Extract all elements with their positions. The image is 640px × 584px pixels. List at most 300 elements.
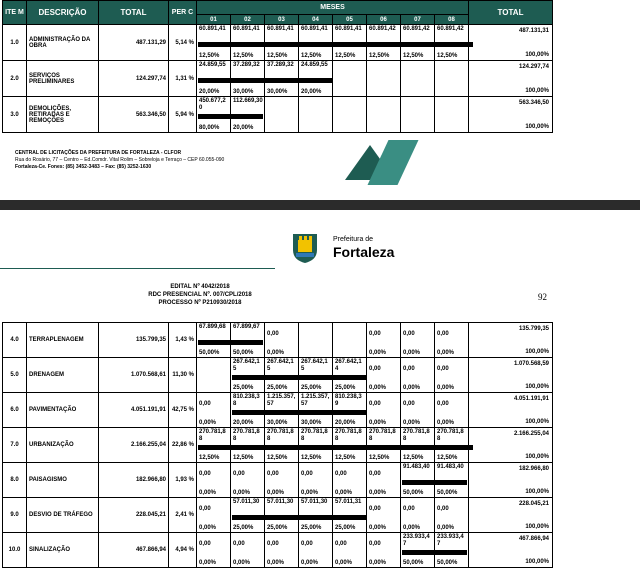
row-total-value: 4.051.191,91	[513, 396, 549, 402]
month-cell	[333, 498, 367, 533]
month-cell	[299, 323, 333, 358]
month-05: 05	[333, 15, 367, 25]
row-total-value: 2.166.255,04	[513, 431, 549, 437]
row-total-percent: 100,00%	[525, 124, 550, 130]
month-cell	[197, 463, 231, 498]
month-value: 0,00	[369, 471, 381, 477]
month-value: 0,00	[301, 471, 313, 477]
footer-line-2: Rua do Rosário, 77 – Centro – Ed.Comdr. Vital Rolim – Sobreloja e Terraço – CEP 60.055-090	[15, 157, 225, 163]
month-cell	[401, 358, 435, 393]
month-value: 37.289,32	[267, 62, 294, 68]
row-percent: 4,94 %	[169, 533, 197, 568]
month-value: 0,00	[437, 331, 449, 337]
month-percent: 0,00%	[301, 560, 319, 566]
month-cell	[435, 61, 469, 97]
month-value: 233.933,47	[437, 534, 464, 547]
row-total-percent: 100,00%	[525, 454, 549, 460]
month-value: 0,00	[199, 541, 211, 547]
row-item-number: 5.0	[3, 358, 27, 393]
month-value: 0,00	[199, 506, 211, 512]
month-value: 0,00	[437, 366, 449, 372]
row-percent: 1,93 %	[169, 463, 197, 498]
month-cell	[401, 25, 435, 61]
row-total: 1.070.568,61	[99, 358, 169, 393]
month-percent: 0,00%	[369, 560, 387, 566]
row-total-right	[469, 498, 553, 533]
table-row	[3, 498, 553, 533]
month-cell	[231, 97, 265, 133]
month-value: 267.642,15	[233, 359, 260, 372]
month-cell	[299, 428, 333, 463]
row-total-percent: 100,00%	[525, 384, 549, 390]
row-total-value: 563.346,50	[518, 100, 550, 106]
month-cell	[401, 323, 435, 358]
month-cell	[231, 498, 265, 533]
month-value: 0,00	[301, 541, 313, 547]
month-cell	[197, 323, 231, 358]
month-percent: 12,50%	[301, 455, 322, 461]
processo-number: PROCESSO Nº P210930/2018	[158, 300, 242, 306]
month-cell	[435, 428, 469, 463]
month-percent: 25,00%	[233, 525, 254, 531]
month-value: 57.011,30	[301, 499, 328, 505]
month-cell	[435, 97, 469, 133]
month-value: 91.483,40	[403, 464, 430, 470]
month-percent: 50,00%	[403, 560, 424, 566]
row-total-percent: 100,00%	[525, 52, 550, 58]
month-value: 57.011,30	[267, 499, 294, 505]
month-cell	[231, 463, 265, 498]
month-value: 0,00	[199, 401, 211, 407]
month-percent: 0,00%	[335, 490, 353, 496]
month-percent: 25,00%	[335, 385, 356, 391]
month-value: 60.891,41	[301, 26, 328, 32]
table-row	[3, 428, 553, 463]
month-value: 60.891,41	[335, 26, 362, 32]
month-cell	[333, 393, 367, 428]
footer-line-1: CENTRAL DE LICITAÇÕES DA PREFEITURA DE FORTALEZA - CLFOR	[15, 150, 182, 156]
month-cell	[435, 498, 469, 533]
brand-fortaleza: Fortaleza	[333, 244, 395, 260]
month-value: 60.891,42	[403, 26, 430, 32]
header-descricao: DESCRIÇÃO	[27, 1, 99, 25]
month-value: 270.781,88	[267, 429, 294, 442]
month-value: 0,00	[437, 506, 449, 512]
row-description: URBANIZAÇÃO	[27, 428, 99, 463]
month-percent: 0,00%	[403, 525, 421, 531]
row-item-number: 3.0	[3, 97, 27, 133]
month-cell	[197, 393, 231, 428]
row-total-percent: 100,00%	[525, 559, 549, 565]
month-value: 0,00	[369, 331, 381, 337]
month-percent: 0,00%	[369, 525, 387, 531]
row-total: 182.966,80	[99, 463, 169, 498]
month-cell	[265, 61, 299, 97]
month-percent: 12,50%	[199, 455, 220, 461]
header-item: ITE M	[3, 1, 27, 25]
month-cell	[299, 358, 333, 393]
month-value: 0,00	[369, 401, 381, 407]
month-percent: 12,50%	[437, 455, 458, 461]
month-cell	[435, 323, 469, 358]
month-value: 810.238,39	[335, 394, 362, 407]
month-percent: 50,00%	[437, 490, 458, 496]
month-cell	[299, 61, 333, 97]
month-value: 267.642,14	[335, 359, 362, 372]
month-value: 0,00	[335, 541, 347, 547]
month-cell	[265, 358, 299, 393]
row-percent: 2,41 %	[169, 498, 197, 533]
month-value: 57.011,30	[233, 499, 260, 505]
month-cell	[367, 97, 401, 133]
row-item-number: 10.0	[3, 533, 27, 568]
month-percent: 0,00%	[267, 560, 285, 566]
month-percent: 25,00%	[301, 385, 322, 391]
month-percent: 25,00%	[301, 525, 322, 531]
month-value: 450.677,20	[199, 98, 226, 111]
row-total: 487.131,29	[99, 25, 169, 61]
month-value: 60.891,42	[369, 26, 396, 32]
row-total: 467.866,94	[99, 533, 169, 568]
document-page-1	[0, 0, 640, 200]
month-percent: 12,50%	[335, 455, 356, 461]
row-total: 228.045,21	[99, 498, 169, 533]
row-percent: 1,31 %	[169, 61, 197, 97]
month-value: 0,00	[267, 471, 279, 477]
header-total-right: TOTAL	[469, 1, 553, 25]
month-cell	[435, 25, 469, 61]
month-percent: 0,00%	[199, 525, 217, 531]
month-percent: 0,00%	[233, 560, 251, 566]
row-percent: 42,75 %	[169, 393, 197, 428]
month-percent: 12,50%	[233, 53, 254, 59]
month-value: 0,00	[403, 331, 415, 337]
month-value: 0,00	[199, 471, 211, 477]
month-cell	[435, 358, 469, 393]
month-cell	[333, 61, 367, 97]
month-cell	[333, 533, 367, 568]
month-percent: 12,50%	[267, 53, 288, 59]
month-percent: 0,00%	[403, 350, 421, 356]
month-cell	[401, 393, 435, 428]
month-cell	[231, 533, 265, 568]
table-row	[3, 61, 553, 97]
month-value: 1.215.357,57	[301, 394, 330, 407]
month-cell	[299, 533, 333, 568]
month-percent: 0,00%	[267, 490, 285, 496]
month-cell	[197, 428, 231, 463]
row-total-percent: 100,00%	[525, 489, 549, 495]
month-percent: 0,00%	[233, 490, 251, 496]
month-cell	[367, 428, 401, 463]
row-total: 124.297,74	[99, 61, 169, 97]
table-row	[3, 393, 553, 428]
month-percent: 20,00%	[199, 89, 220, 95]
row-percent: 5,14 %	[169, 25, 197, 61]
month-04: 04	[299, 15, 333, 25]
row-total-right	[469, 463, 553, 498]
brand-prefeitura: Prefeitura de	[333, 236, 374, 243]
month-value: 0,00	[403, 401, 415, 407]
table-row	[3, 358, 553, 393]
month-percent: 0,00%	[369, 420, 387, 426]
month-cell	[265, 533, 299, 568]
page-number: 92	[538, 292, 547, 302]
month-cell	[333, 463, 367, 498]
row-description: PAVIMENTAÇÃO	[27, 393, 99, 428]
month-cell	[435, 393, 469, 428]
row-percent: 5,94 %	[169, 97, 197, 133]
month-cell	[231, 358, 265, 393]
header-divider	[0, 268, 275, 269]
month-cell	[435, 463, 469, 498]
month-cell	[333, 323, 367, 358]
row-total-right	[469, 358, 553, 393]
row-total-percent: 100,00%	[525, 419, 549, 425]
month-percent: 12,50%	[369, 455, 390, 461]
month-cell	[299, 97, 333, 133]
table-row	[3, 323, 553, 358]
month-cell	[333, 25, 367, 61]
header-total: TOTAL	[99, 1, 169, 25]
month-value: 0,00	[233, 541, 245, 547]
month-percent: 0,00%	[335, 560, 353, 566]
month-percent: 50,00%	[403, 490, 424, 496]
month-percent: 0,00%	[267, 350, 285, 356]
month-percent: 20,00%	[301, 89, 322, 95]
footer-line-3: Fortaleza-Ce. Fones: (85) 3452-3483 – Fax: (85) 3252-1630	[15, 164, 152, 170]
month-cell	[401, 61, 435, 97]
month-06: 06	[367, 15, 401, 25]
month-cell	[367, 463, 401, 498]
month-cell	[265, 498, 299, 533]
month-percent: 20,00%	[233, 125, 254, 131]
month-value: 270.781,88	[301, 429, 328, 442]
row-item-number: 8.0	[3, 463, 27, 498]
month-cell	[401, 428, 435, 463]
row-total-right	[469, 61, 553, 97]
month-value: 60.891,41	[199, 26, 226, 32]
row-item-number: 7.0	[3, 428, 27, 463]
month-cell	[231, 428, 265, 463]
month-cell	[197, 533, 231, 568]
month-percent: 0,00%	[199, 490, 217, 496]
month-percent: 20,00%	[233, 420, 254, 426]
month-cell	[265, 393, 299, 428]
month-08: 08	[435, 15, 469, 25]
month-cell	[265, 25, 299, 61]
month-value: 0,00	[369, 366, 381, 372]
month-cell	[265, 463, 299, 498]
month-value: 0,00	[267, 331, 279, 337]
row-total: 563.346,50	[99, 97, 169, 133]
row-percent: 1,43 %	[169, 323, 197, 358]
row-total-right	[469, 97, 553, 133]
row-item-number: 4.0	[3, 323, 27, 358]
month-cell	[197, 97, 231, 133]
month-cell	[367, 323, 401, 358]
month-percent: 25,00%	[267, 385, 288, 391]
month-value: 270.781,88	[437, 429, 464, 442]
month-percent: 50,00%	[233, 350, 254, 356]
month-value: 0,00	[437, 401, 449, 407]
row-description: ADMINISTRAÇÃO DA OBRA	[27, 25, 99, 61]
row-total-value: 1.070.568,59	[513, 361, 549, 367]
month-percent: 12,50%	[199, 53, 220, 59]
month-cell	[401, 97, 435, 133]
month-01: 01	[197, 15, 231, 25]
row-total-right	[469, 323, 553, 358]
row-item-number: 2.0	[3, 61, 27, 97]
row-total-percent: 100,00%	[525, 88, 550, 94]
month-percent: 0,00%	[437, 420, 455, 426]
month-07: 07	[401, 15, 435, 25]
month-value: 0,00	[369, 541, 381, 547]
month-value: 233.933,47	[403, 534, 430, 547]
month-value: 0,00	[403, 366, 415, 372]
month-cell	[197, 498, 231, 533]
month-value: 37.289,32	[233, 62, 260, 68]
row-description: TERRAPLENAGEM	[27, 323, 99, 358]
month-cell	[367, 61, 401, 97]
month-percent: 12,50%	[267, 455, 288, 461]
row-total-percent: 100,00%	[525, 524, 549, 530]
row-description: DEMOLIÇÕES, RETIRADAS E REMOÇÕES	[27, 97, 99, 133]
table-row	[3, 463, 553, 498]
month-cell	[197, 358, 231, 393]
row-total-value: 467.866,94	[518, 536, 549, 542]
row-total-right	[469, 533, 553, 568]
month-02: 02	[231, 15, 265, 25]
month-cell	[231, 393, 265, 428]
month-cell	[231, 61, 265, 97]
row-total: 4.051.191,91	[99, 393, 169, 428]
table-row	[3, 97, 553, 133]
month-percent: 0,00%	[437, 525, 455, 531]
month-cell	[197, 25, 231, 61]
month-value: 60.891,41	[233, 26, 260, 32]
row-item-number: 1.0	[3, 25, 27, 61]
month-percent: 0,00%	[369, 350, 387, 356]
month-cell	[265, 323, 299, 358]
month-cell	[333, 428, 367, 463]
month-cell	[265, 97, 299, 133]
month-value: 91.483,40	[437, 464, 464, 470]
month-percent: 80,00%	[199, 125, 220, 131]
row-percent: 22,86 %	[169, 428, 197, 463]
header-meses: MESES	[197, 1, 469, 15]
month-percent: 30,00%	[233, 89, 254, 95]
month-percent: 12,50%	[301, 53, 322, 59]
month-cell	[367, 25, 401, 61]
page-separator	[0, 200, 640, 210]
month-percent: 25,00%	[267, 525, 288, 531]
month-cell	[197, 61, 231, 97]
month-percent: 20,00%	[335, 420, 356, 426]
month-value: 810.238,38	[233, 394, 260, 407]
month-value: 270.781,88	[335, 429, 362, 442]
row-total-value: 228.045,21	[518, 501, 549, 507]
month-percent: 0,00%	[199, 420, 217, 426]
month-cell	[367, 393, 401, 428]
month-percent: 0,00%	[403, 420, 421, 426]
row-total-right	[469, 393, 553, 428]
month-cell	[401, 498, 435, 533]
month-percent: 0,00%	[369, 490, 387, 496]
month-cell	[265, 428, 299, 463]
row-total-right	[469, 25, 553, 61]
month-value: 67.899,67	[233, 324, 260, 330]
month-cell	[299, 393, 333, 428]
month-percent: 0,00%	[199, 560, 217, 566]
month-cell	[231, 323, 265, 358]
letterhead-footer	[15, 150, 395, 171]
month-cell	[367, 358, 401, 393]
month-value: 1.215.357,57	[267, 394, 296, 407]
month-percent: 12,50%	[335, 53, 356, 59]
row-description: SERVIÇOS PRELIMINARES	[27, 61, 99, 97]
schedule-table-page2	[2, 322, 553, 568]
table-body-page2	[3, 323, 553, 568]
month-percent: 0,00%	[437, 350, 455, 356]
month-percent: 0,00%	[301, 490, 319, 496]
month-cell	[367, 533, 401, 568]
row-total: 135.799,35	[99, 323, 169, 358]
month-03: 03	[265, 15, 299, 25]
row-percent: 11,30 %	[169, 358, 197, 393]
edital-block	[0, 283, 400, 307]
row-item-number: 6.0	[3, 393, 27, 428]
month-percent: 50,00%	[437, 560, 458, 566]
row-total-value: 182.966,80	[518, 466, 549, 472]
row-description: PAISAGISMO	[27, 463, 99, 498]
month-cell	[435, 533, 469, 568]
row-description: SINALIZAÇÃO	[27, 533, 99, 568]
row-item-number: 9.0	[3, 498, 27, 533]
row-total-percent: 100,00%	[525, 349, 549, 355]
month-value: 0,00	[403, 506, 415, 512]
month-cell	[299, 498, 333, 533]
month-cell	[367, 498, 401, 533]
schedule-table-page1	[2, 0, 553, 133]
month-value: 270.781,88	[403, 429, 430, 442]
month-percent: 0,00%	[437, 385, 455, 391]
row-total-value: 135.799,35	[518, 326, 549, 332]
row-total-value: 124.297,74	[518, 64, 550, 70]
rdc-number: RDC PRESENCIAL Nº. 007/CPL/2018	[148, 292, 252, 298]
month-percent: 12,50%	[403, 53, 424, 59]
month-percent: 0,00%	[403, 385, 421, 391]
month-cell	[333, 97, 367, 133]
row-total: 2.166.255,04	[99, 428, 169, 463]
table-body-page1	[3, 25, 553, 133]
month-cell	[401, 463, 435, 498]
month-percent: 30,00%	[267, 420, 288, 426]
edital-number: EDITAL Nº 4042/2018	[170, 284, 230, 290]
month-percent: 12,50%	[233, 455, 254, 461]
month-value: 24.859,55	[301, 62, 328, 68]
row-total-right	[469, 428, 553, 463]
header-perc: PER C	[169, 1, 197, 25]
month-cell	[299, 25, 333, 61]
month-percent: 12,50%	[403, 455, 424, 461]
city-crest-logo	[290, 228, 320, 264]
month-value: 57.011,31	[335, 499, 362, 505]
month-value: 112.669,30	[233, 98, 263, 104]
month-value: 267.642,15	[301, 359, 328, 372]
month-cell	[299, 463, 333, 498]
month-percent: 12,50%	[369, 53, 390, 59]
